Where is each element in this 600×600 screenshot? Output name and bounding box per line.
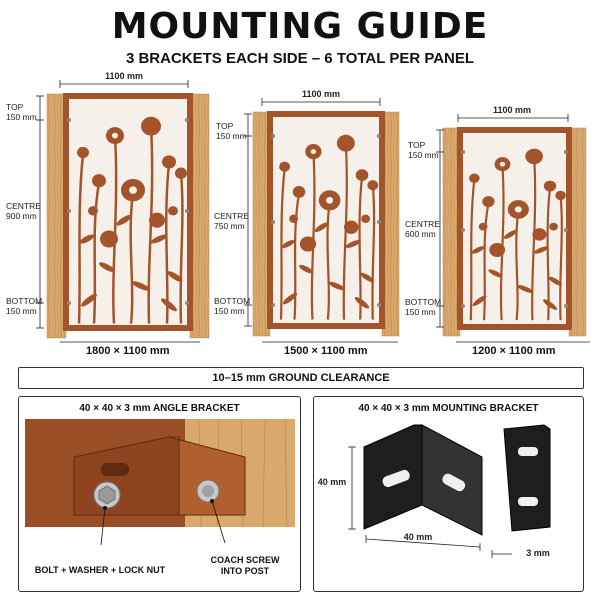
ground-clearance-banner: 10–15 mm GROUND CLEARANCE (18, 367, 584, 389)
panel-1-bottom-label: BOTTOM 150 mm (6, 296, 43, 316)
panel-1-size-label: 1800 × 1100 mm (86, 345, 170, 357)
panel-1-width-label: 1100 mm (104, 71, 144, 81)
coach-screw-caption: COACH SCREW INTO POST (210, 555, 280, 576)
panel-2-size-label: 1500 × 1100 mm (284, 345, 368, 357)
angle-bracket-box (18, 396, 301, 592)
page-subtitle: 3 BRACKETS EACH SIDE – 6 TOTAL PER PANEL (125, 50, 475, 67)
panel-2-centre-label: CENTRE 750 mm (214, 211, 249, 231)
bracket-height-label: 40 mm (317, 477, 347, 487)
panel-3-width-label: 1100 mm (492, 105, 532, 115)
mounting-bracket-drawing (314, 397, 583, 591)
panel-2-width-label: 1100 mm (301, 89, 341, 99)
panel-2-top-label: TOP 150 mm (216, 121, 247, 141)
panel-3-top-label: TOP 150 mm (408, 140, 439, 160)
panel-3-centre-label: CENTRE 600 mm (405, 219, 440, 239)
panel-3-size-label: 1200 × 1100 mm (472, 345, 556, 357)
mounting-bracket-box (313, 396, 584, 592)
bolt-washer-caption: BOLT + WASHER + LOCK NUT (34, 565, 166, 575)
panel-1-centre-label: CENTRE 900 mm (6, 201, 41, 221)
panel-3-bottom-label: BOTTOM 150 mm (405, 297, 442, 317)
mounting-bracket-title: 40 × 40 × 3 mm MOUNTING BRACKET (358, 403, 539, 414)
panel-2-bottom-label: BOTTOM 150 mm (214, 296, 251, 316)
panel-1-top-label: TOP 150 mm (6, 102, 37, 122)
bracket-width-label: 40 mm (403, 532, 433, 542)
page-title: MOUNTING GUIDE (111, 6, 489, 47)
bracket-thickness-label: 3 mm (526, 548, 550, 558)
angle-bracket-title: 40 × 40 × 3 mm ANGLE BRACKET (79, 403, 240, 414)
